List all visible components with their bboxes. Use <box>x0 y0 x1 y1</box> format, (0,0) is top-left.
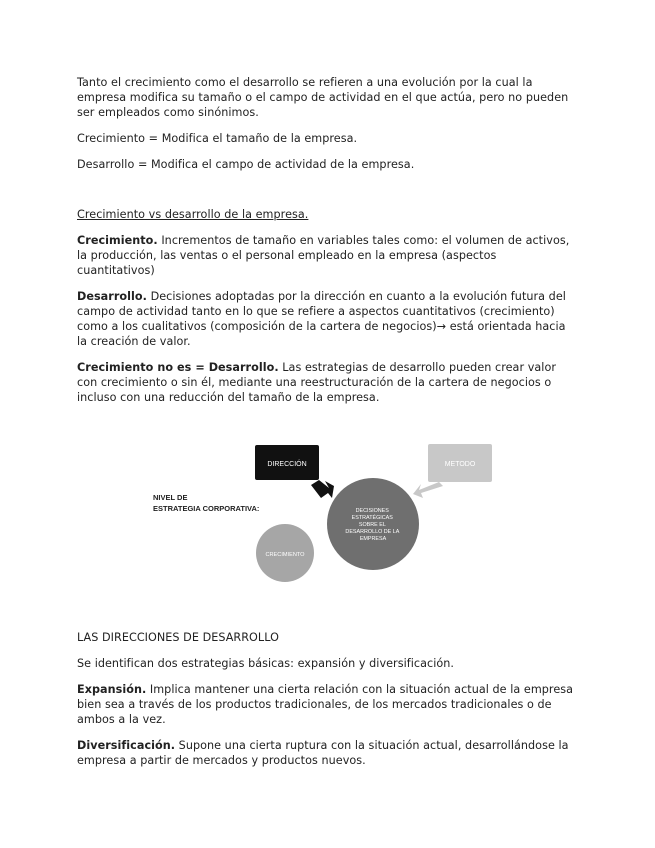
metodo-arrow-icon <box>413 482 443 498</box>
term-desarrollo: Desarrollo. <box>77 290 147 303</box>
section-heading-direcciones: LAS DIRECCIONES DE DESARROLLO <box>77 631 279 644</box>
document-body-bottom <box>77 630 577 768</box>
direccion-box-label: DIRECCIÓN <box>267 461 307 468</box>
definition-crecimiento <box>77 233 577 278</box>
section-heading-crecimiento-vs-desarrollo: Crecimiento vs desarrollo de la empresa. <box>77 208 309 221</box>
text-crecimiento-no-es-desarrollo: Las estrategias de desarrollo pueden crear valor con crecimiento o sin él, mediante una reestructuración de la cartera de negocios o incluso con una reducción del tamaño de la empresa. <box>77 361 556 404</box>
decisiones-line-1: DECISIONES <box>355 508 389 514</box>
metodo-box-label: METODO <box>444 461 476 468</box>
diagram-level-label-line2: ESTRATEGIA CORPORATIVA: <box>153 504 260 513</box>
definition-crecimiento-no-es-desarrollo <box>77 360 577 405</box>
desarrollo-definition: Desarrollo = Modifica el campo de actividad de la empresa. <box>77 158 415 171</box>
text-crecimiento: Incrementos de tamaño en variables tales como: el volumen de activos, la producción, las ventas o el personal empleado en la empresa (aspectos cuantitativos) <box>77 234 570 277</box>
crecimiento-circle-label: CRECIMIENTO <box>265 552 305 558</box>
intro-paragraph: Tanto el crecimiento como el desarrollo se refieren a una evolución por la cual la empresa modifica su tamaño o el campo de actividad en el que actúa, pero no pueden ser empleados como sinónimos. <box>77 76 569 119</box>
decisiones-line-4: DESARROLLO DE LA <box>345 529 400 535</box>
term-expansion: Expansión. <box>77 683 147 696</box>
strategy-diagram-svg <box>77 440 577 590</box>
term-crecimiento-no-es-desarrollo: Crecimiento no es = Desarrollo. <box>77 361 279 374</box>
definition-expansion <box>77 682 577 727</box>
text-diversificacion: Supone una cierta ruptura con la situación actual, desarrollándose la empresa a partir de mercados y productos nuevos. <box>77 739 569 767</box>
diagram-level-label-line1: NIVEL DE <box>153 493 188 502</box>
term-diversificacion: Diversificación. <box>77 739 176 752</box>
text-desarrollo: Decisiones adoptadas por la dirección en cuanto a la evolución futura del campo de actividad tanto en lo que se refiere a aspectos cuantitativos (crecimiento) como a los cualitativos (composición de la cartera de negocios)→ está orientada hacia la creación de valor. <box>77 290 566 348</box>
crecimiento-definition: Crecimiento = Modifica el tamaño de la empresa. <box>77 132 358 145</box>
direccion-arrow-icon <box>311 480 334 498</box>
term-crecimiento: Crecimiento. <box>77 234 158 247</box>
strategy-diagram <box>77 440 577 590</box>
text-expansion: Implica mantener una cierta relación con la situación actual de la empresa bien sea a través de los productos tradicionales, de los mercados tradicionales o de ambos a la vez. <box>77 683 574 726</box>
document-body-top <box>77 75 577 405</box>
decisiones-line-2: ESTRATÉGICAS <box>351 515 393 521</box>
decisiones-line-3: SOBRE EL <box>358 522 386 528</box>
direcciones-intro: Se identifican dos estrategias básicas: expansión y diversificación. <box>77 657 454 670</box>
decisiones-line-5: EMPRESA <box>359 536 387 542</box>
definition-diversificacion <box>77 738 577 768</box>
definition-desarrollo <box>77 289 577 349</box>
